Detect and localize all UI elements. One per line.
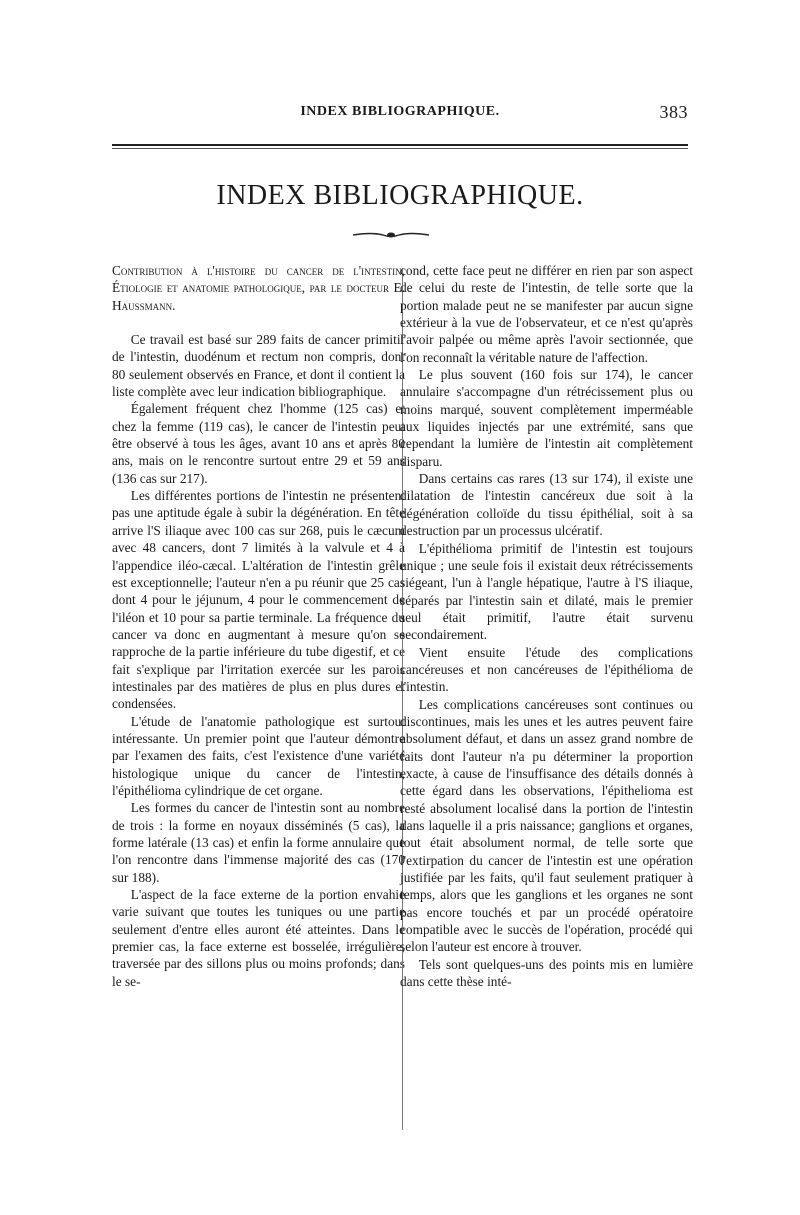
left-paragraph: L'aspect de la face externe de la portion envahie varie suivant que toutes les tuniques ou une partie seulement d'entre elles auront été atteintes. Dans le premier cas, la face externe est bosselée, irrégulière, traversée par des sillons plus ou moins profonds; dans le se- [112, 887, 405, 989]
right-paragraph: Dans certains cas rares (13 sur 174), il existe une dilatation de l'intestin cancéreux due soit à la dégénération colloïde du tissu épithélial, soit à sa destruction par un processus ulcératif. [400, 471, 693, 539]
left-column [112, 262, 405, 990]
ornament-divider-icon [353, 230, 429, 240]
page-title: INDEX BIBLIOGRAPHIQUE. [216, 180, 584, 211]
left-paragraph: Les formes du cancer de l'intestin sont au nombre de trois : la forme en noyaux disséminés (5 cas), la forme latérale (13 cas) et enfin la forme annulaire que l'on rencontre dans l'immense majorité des cas (170 sur 188). [112, 800, 405, 885]
entry-heading-text: Contribution à l'histoire du cancer de l'intestin, Étiologie et anatomie pathologique, par le docteur E. Haussmann. [112, 263, 405, 313]
left-paragraph: Ce travail est basé sur 289 faits de cancer primitif de l'intestin, duodénum et rectum non compris, dont 80 seulement observés en France, et dont il contient la liste complète avec leur indication bibliographique. [112, 332, 405, 400]
left-paragraph: Également fréquent chez l'homme (125 cas) et chez la femme (119 cas), le cancer de l'intestin peut être observé à tous les âges, avant 10 ans et après 80 ans, mais on le rencontre surtout entre 29 et 59 ans (136 cas sur 217). [112, 401, 405, 486]
right-paragraph: Les complications cancéreuses sont continues ou discontinues, mais les unes et les autres peuvent faire absolument défaut, et dans un assez grand nombre de faits dont l'auteur n'a pu déterminer la proportion exacte, à cause de l'insuffisance des détails donnés à cette égard dans les observations, l'épithelioma est resté absolument localisé dans la portion de l'intestin dans laquelle il a pris naissance; ganglions et organes, tout était absolument normal, de telle sorte que l'extirpation du cancer de l'intestin est une opération justifiée par les faits, qu'il faut seulement pratiquer à temps, alors que les ganglions et les organes ne sont pas encore touchés et par un procédé opératoire compatible avec le succès de l'opération, procédé qui selon l'auteur est encore à trouver. [400, 696, 693, 955]
right-paragraph: Vient ensuite l'étude des complications cancéreuses et non cancéreuses de l'épithélioma de l'intestin. [400, 644, 693, 695]
entry-heading [112, 262, 405, 314]
right-paragraph: Tels sont quelques-uns des points mis en lumière dans cette thèse inté- [400, 956, 693, 990]
header-rule [112, 144, 688, 146]
right-column [400, 262, 693, 990]
page-number: 383 [659, 102, 688, 122]
running-head-title: INDEX BIBLIOGRAPHIQUE. [300, 104, 500, 119]
left-paragraph: L'étude de l'anatomie pathologique est surtout intéressante. Un premier point que l'auteur démontre par l'examen des faits, c'est l'existence d'une variété histologique unique du cancer de l'intestin, l'épithélioma cylindrique de cet organe. [112, 713, 405, 798]
left-paragraph: Les différentes portions de l'intestin ne présentent pas une aptitude égale à subir la dégénération. En tête arrive l'S iliaque avec 100 cas sur 268, puis le cæcum avec 48 cancers, dont 7 limités à la valvule et 4 à l'appendice iléo-cæcal. L'altération de l'intestin grêle est exceptionnelle; l'auteur n'en a pu réunir que 25 cas dont 4 pour le jéjunum, 4 pour le commencement de l'iléon et 10 pour sa partie terminale. La fréquence du cancer va donc en augmentant à mesure qu'on se rapproche de la partie inférieure du tube digestif, et ce fait s'explique par l'irritation exercée sur les parois intestinales par des matières de plus en plus dures et condensées. [112, 488, 405, 712]
running-head [112, 104, 688, 126]
right-paragraph: L'épithélioma primitif de l'intestin est toujours unique ; une seule fois il existait deux rétrécissements siégeant, l'un à l'angle hépatique, l'autre à l'S iliaque, séparés par l'intestin sain et dilaté, mais le premier seul était primitif, l'autre était survenu secondairement. [400, 540, 693, 643]
right-paragraph: Le plus souvent (160 fois sur 174), le cancer annulaire s'accompagne d'un rétrécissement plus ou moins marqué, souvent complètement imperméable aux liquides injectés par une extrémité, sans que cependant la lumière de l'intestin ait complètement disparu. [400, 367, 693, 469]
right-paragraph-continuation: cond, cette face peut ne différer en rien par son aspect de celui du reste de l'intestin, de telle sorte que la portion malade peut ne se manifester par aucun signe extérieur à la vue de l'observateur, et ce n'est qu'après l'avoir palpée ou même après l'avoir sectionnée, que l'on reconnaît la véritable nature de l'affection. [400, 263, 693, 365]
header-rule-thin [112, 148, 688, 149]
